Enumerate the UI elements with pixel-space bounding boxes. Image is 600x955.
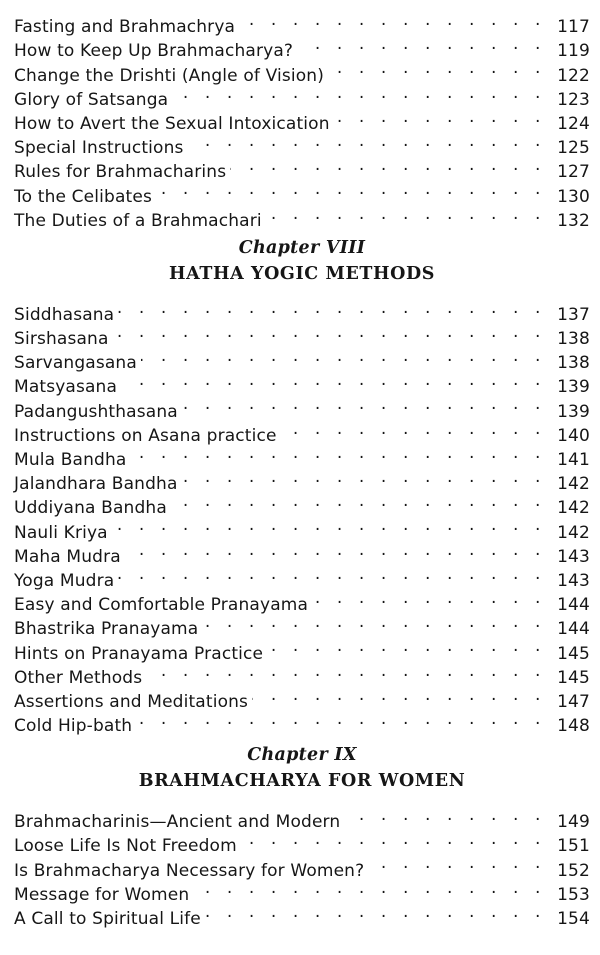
toc-entry-title: How to Keep Up Brahmacharya? <box>14 41 294 62</box>
dot-leader <box>188 129 547 153</box>
dot-leader <box>118 562 546 586</box>
toc-entry-page: 132 <box>557 210 590 231</box>
toc-entry-page: 139 <box>557 401 590 422</box>
chapter-title: BRAHMACHARYA FOR WOMEN <box>138 771 466 792</box>
dot-leader <box>230 153 546 177</box>
toc-entry-page: 142 <box>557 522 590 543</box>
toc-entry-title: Cold Hip-bath <box>14 716 133 737</box>
dot-leader <box>125 538 546 562</box>
toc-entry-page: 138 <box>557 329 590 350</box>
toc-entry[interactable] <box>14 803 590 833</box>
dot-leader <box>112 513 546 537</box>
toc-entry-page: 117 <box>557 17 590 38</box>
dot-leader <box>297 32 546 56</box>
toc-entry-title: Siddhasana <box>14 304 115 325</box>
dot-leader <box>156 177 546 201</box>
toc-entry-page: 125 <box>557 138 590 159</box>
toc-entry[interactable] <box>14 296 590 325</box>
toc-entry-page: 124 <box>557 113 590 134</box>
toc-entry-page: 119 <box>557 41 590 62</box>
dot-leader <box>182 465 546 489</box>
toc-entry-title: Is Brahmacharya Necessary for Women? <box>14 860 365 881</box>
toc-entry-title: Jalandhara Bandha <box>14 474 178 495</box>
toc-entry-title: The Duties of a Brahmachari <box>14 210 262 231</box>
toc-entry-page: 148 <box>557 716 590 737</box>
dot-leader <box>130 441 546 465</box>
toc-entry-title: To the Celibates <box>14 186 152 207</box>
dot-leader <box>136 707 546 731</box>
toc-entry-title: Hints on Pranayama Practice <box>14 643 264 664</box>
dot-leader <box>368 851 546 875</box>
toc-entry-title: Loose Life Is Not Freedom <box>14 836 237 857</box>
toc-section-chapter-ix <box>14 731 590 929</box>
toc-entry-title: Brahmacharinis—Ancient and Modern <box>14 812 341 833</box>
toc-entry-title: Uddiyana Bandha <box>14 498 167 519</box>
toc-entry-title: Change the Drishti (Angle of Vision) <box>14 65 324 86</box>
toc-entry-page: 145 <box>557 667 590 688</box>
toc-entry-title: Glory of Satsanga <box>14 89 169 110</box>
toc-entry-title: Other Methods <box>14 667 143 688</box>
toc-entry-title: Sarvangasana <box>14 353 137 374</box>
dot-leader <box>172 81 546 105</box>
dot-leader <box>344 803 546 827</box>
toc-entry-title: Maha Mudra <box>14 546 121 567</box>
dot-leader <box>141 344 546 368</box>
chapter-header <box>14 731 590 803</box>
toc-entry-page: 139 <box>557 377 590 398</box>
dot-leader <box>328 56 546 80</box>
dot-leader <box>252 683 546 707</box>
toc-section-continued <box>14 8 590 231</box>
toc-entry-page: 142 <box>557 474 590 495</box>
toc-entry-title: Yoga Mudra <box>14 570 115 591</box>
toc-entry-page: 127 <box>557 162 590 183</box>
toc-entry[interactable] <box>14 8 590 38</box>
dot-leader <box>241 827 546 851</box>
toc-entry-page: 149 <box>557 812 590 833</box>
toc-entry-title: How to Avert the Sexual Intoxication <box>14 113 330 134</box>
toc-section-chapter-viii <box>14 226 590 737</box>
toc-entry-title: Sirshasana <box>14 329 109 350</box>
toc-entry-page: 144 <box>557 595 590 616</box>
toc-entry-page: 147 <box>557 691 590 712</box>
dot-leader <box>121 368 546 392</box>
toc-entry-title: Assertions and Meditations <box>14 691 249 712</box>
dot-leader <box>182 392 546 416</box>
toc-entry-title: A Call to Spiritual Life <box>14 909 201 929</box>
toc-entry-page: 145 <box>557 643 590 664</box>
toc-entry-title: Easy and Comfortable Pranayama <box>14 595 309 616</box>
toc-entry-title: Fasting and Brahmachrya <box>14 17 236 38</box>
dot-leader <box>171 489 546 513</box>
toc-entry-page: 143 <box>557 546 590 567</box>
dot-leader <box>267 634 546 658</box>
dot-leader <box>113 320 546 344</box>
dot-leader <box>193 876 546 900</box>
toc-entry-page: 137 <box>557 304 590 325</box>
toc-entry-page: 154 <box>557 909 590 929</box>
toc-entry-page: 140 <box>557 425 590 446</box>
chapter-label: Chapter IX <box>247 745 357 766</box>
toc-entry-title: Instructions on Asana practice <box>14 425 277 446</box>
toc-entry-title: Padangushthasana <box>14 401 178 422</box>
toc-entry-page: 142 <box>557 498 590 519</box>
dot-leader <box>334 105 546 129</box>
dot-leader <box>205 900 546 924</box>
toc-entry-page: 153 <box>557 884 590 905</box>
toc-entry-title: Mula Bandha <box>14 450 127 470</box>
toc-entry-page: 152 <box>557 860 590 881</box>
toc-entry-page: 122 <box>557 65 590 86</box>
table-of-contents <box>14 8 590 929</box>
toc-entry-page: 144 <box>557 619 590 640</box>
toc-entry-page: 123 <box>557 89 590 110</box>
toc-entry-title: Special Instructions <box>14 138 184 159</box>
chapter-title: HATHA YOGIC METHODS <box>169 263 435 284</box>
dot-leader <box>266 202 546 226</box>
toc-entry-page: 130 <box>557 186 590 207</box>
toc-entry-title: Message for Women <box>14 884 190 905</box>
toc-entry-page: 151 <box>557 836 590 857</box>
toc-entry-page: 141 <box>557 450 590 470</box>
chapter-header <box>14 226 590 296</box>
chapter-label: Chapter VIII <box>238 237 366 258</box>
dot-leader <box>239 8 546 32</box>
dot-leader <box>202 610 546 634</box>
toc-entry-page: 143 <box>557 570 590 591</box>
toc-entry-title: Matsyasana <box>14 377 118 398</box>
dot-leader <box>118 296 546 320</box>
toc-entry-title: Rules for Brahmacharins <box>14 162 227 183</box>
dot-leader <box>281 417 546 441</box>
dot-leader <box>146 659 546 683</box>
toc-entry-title: Nauli Kriya <box>14 522 108 543</box>
toc-entry-page: 138 <box>557 353 590 374</box>
dot-leader <box>312 586 546 610</box>
toc-entry-title: Bhastrika Pranayama <box>14 619 199 640</box>
